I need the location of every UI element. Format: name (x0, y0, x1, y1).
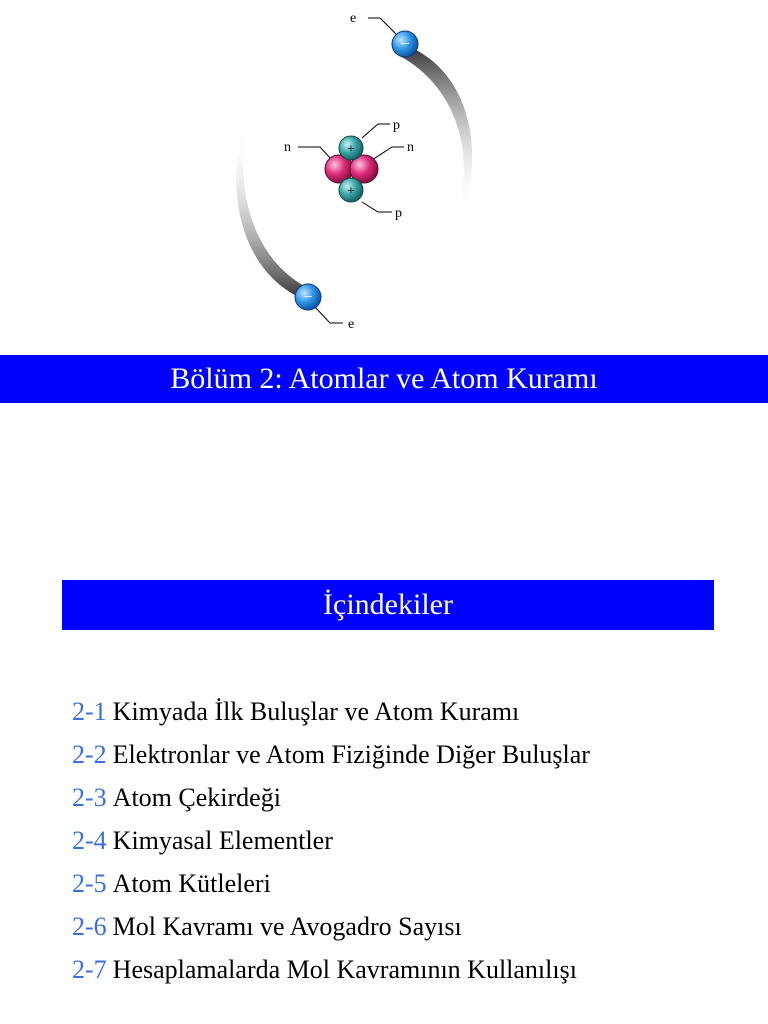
electron-trail-bottom (236, 130, 312, 300)
proton-label-bottom: p (395, 206, 402, 221)
toc-item (72, 862, 590, 905)
electron-top (350, 11, 418, 57)
neutron-label-left: n (284, 140, 291, 155)
toc-item (72, 819, 590, 862)
chapter-title: Bölüm 2: Atomlar ve Atom Kuramı (170, 362, 598, 395)
toc-item-text: Atom Çekirdeği (112, 783, 281, 812)
neutron-label-right: n (407, 140, 414, 155)
electron-label-top: e (350, 11, 357, 26)
nucleus (325, 136, 378, 202)
toc-item (72, 776, 590, 819)
proton-charge-bottom: + (347, 184, 355, 199)
toc-item (72, 948, 590, 991)
toc-item-number: 2-7 (72, 955, 107, 984)
electron-bottom (295, 284, 354, 332)
toc-item-text: Hesaplamalarda Mol Kavramının Kullanılışı (112, 955, 577, 984)
electron-charge-top: − (400, 36, 410, 53)
electron-trail-top (398, 45, 472, 215)
toc-item-text: Kimyasal Elementler (112, 826, 333, 855)
proton-charge-top: + (347, 142, 355, 157)
toc-heading-bar (62, 580, 714, 630)
chapter-title-bar (0, 355, 768, 403)
electron-label-bottom: e (348, 317, 355, 332)
electron-charge-bottom: − (303, 289, 313, 306)
toc-list (72, 690, 590, 991)
toc-item (72, 905, 590, 948)
toc-item-number: 2-4 (72, 826, 107, 855)
atom-diagram (0, 0, 768, 350)
toc-item-text: Mol Kavramı ve Avogadro Sayısı (112, 912, 462, 941)
toc-item-number: 2-2 (72, 740, 107, 769)
toc-heading: İçindekiler (323, 588, 453, 621)
toc-item-number: 2-1 (72, 697, 107, 726)
proton-label-top: p (393, 118, 400, 133)
toc-item (72, 690, 590, 733)
toc-item-number: 2-3 (72, 783, 107, 812)
toc-item-number: 2-5 (72, 869, 107, 898)
toc-item-text: Elektronlar ve Atom Fiziğinde Diğer Buluşlar (112, 740, 590, 769)
toc-item (72, 733, 590, 776)
toc-item-number: 2-6 (72, 912, 107, 941)
toc-item-text: Atom Kütleleri (112, 869, 271, 898)
toc-item-text: Kimyada İlk Buluşlar ve Atom Kuramı (112, 697, 520, 726)
